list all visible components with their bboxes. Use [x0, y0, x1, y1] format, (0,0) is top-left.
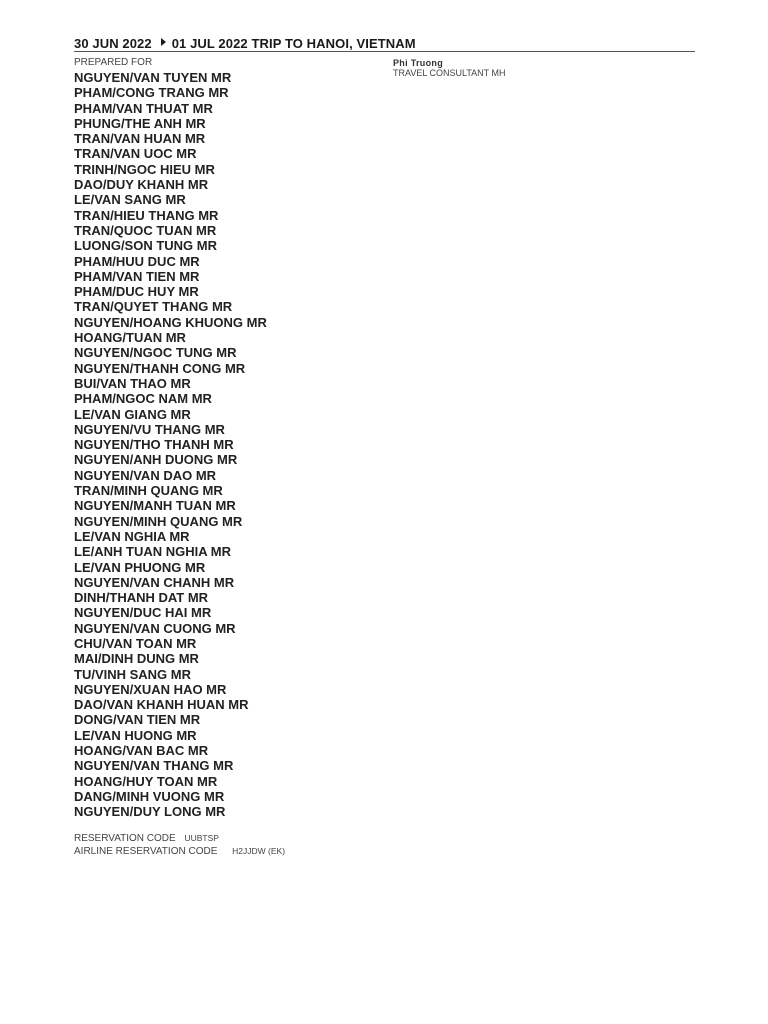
consultant-name: Phi Truong [393, 58, 443, 68]
reservation-code-row [74, 832, 285, 845]
passenger-name: HOANG/TUAN MR [74, 330, 186, 346]
consultant-block [393, 58, 506, 78]
consultant-role: TRAVEL CONSULTANT MH [393, 68, 506, 78]
passenger-name: NGUYEN/ANH DUONG MR [74, 452, 238, 468]
passenger-name: TRAN/VAN HUAN MR [74, 131, 206, 147]
passenger-name: TRAN/HIEU THANG MR [74, 207, 219, 223]
passenger-name: NGUYEN/THO THANH MR [74, 437, 234, 453]
passenger-name: TRAN/MINH QUANG MR [74, 483, 223, 499]
passenger-name: NGUYEN/HOANG KHUONG MR [74, 314, 267, 330]
reservation-code-label: RESERVATION CODE [74, 833, 176, 844]
passenger-name: NGUYEN/MINH QUANG MR [74, 513, 243, 529]
passenger-name: NGUYEN/VAN DAO MR [74, 467, 217, 483]
passenger-name: LE/VAN NGHIA MR [74, 528, 190, 544]
passenger-name: HOANG/VAN BAC MR [74, 743, 209, 759]
passenger-name: TRAN/QUYET THANG MR [74, 299, 233, 315]
passenger-name: DINH/THANH DAT MR [74, 590, 209, 606]
passenger-name: CHU/VAN TOAN MR [74, 635, 197, 651]
trip-start-date: 30 JUN 2022 [74, 35, 152, 51]
passenger-name: PHAM/HUU DUC MR [74, 253, 200, 269]
passenger-list [74, 70, 267, 820]
arrow-right-icon [161, 38, 166, 46]
passenger-name: LE/VAN PHUONG MR [74, 559, 206, 575]
passenger-name: PHAM/NGOC NAM MR [74, 391, 212, 407]
passenger-name: NGUYEN/VAN TUYEN MR [74, 70, 232, 85]
passenger-name: NGUYEN/THANH CONG MR [74, 360, 246, 376]
passenger-name: PHAM/CONG TRANG MR [74, 85, 229, 101]
passenger-name: LE/VAN HUONG MR [74, 727, 197, 743]
passenger-name: PHAM/DUC HUY MR [74, 284, 199, 300]
passenger-name: LE/VAN SANG MR [74, 192, 186, 208]
passenger-name: NGUYEN/DUC HAI MR [74, 605, 212, 621]
passenger-name: LE/VAN GIANG MR [74, 406, 191, 422]
passenger-name: NGUYEN/VAN CUONG MR [74, 620, 236, 636]
passenger-name: NGUYEN/VAN CHANH MR [74, 574, 235, 590]
trip-title: 01 JUL 2022 TRIP TO HANOI, VIETNAM [171, 35, 416, 51]
passenger-name: DAO/DUY KHANH MR [74, 177, 209, 193]
passenger-name: MAI/DINH DUNG MR [74, 651, 199, 667]
passenger-name: PHUNG/THE ANH MR [74, 115, 206, 131]
passenger-name: PHAM/VAN TIEN MR [74, 268, 200, 284]
passenger-name: NGUYEN/NGOC TUNG MR [74, 345, 237, 361]
passenger-name: NGUYEN/MANH TUAN MR [74, 498, 236, 514]
passenger-name: PHAM/VAN THUAT MR [74, 100, 213, 116]
passenger-name: NGUYEN/VU THANG MR [74, 421, 225, 437]
reservation-codes [74, 832, 285, 858]
passenger-name: TRINH/NGOC HIEU MR [74, 161, 215, 177]
prepared-for-label: PREPARED FOR [74, 57, 153, 68]
passenger-name: NGUYEN/XUAN HAO MR [74, 681, 227, 697]
passenger-name: NGUYEN/DUY LONG MR [74, 804, 226, 820]
trip-header [74, 35, 695, 52]
passenger-name: TRAN/QUOC TUAN MR [74, 222, 217, 238]
passenger-name: TRAN/VAN UOC MR [74, 146, 197, 162]
reservation-code-value: UUBTSP [184, 833, 219, 843]
passenger-name: LE/ANH TUAN NGHIA MR [74, 544, 231, 560]
passenger-name: BUI/VAN THAO MR [74, 375, 191, 391]
airline-reservation-code-row [74, 845, 285, 858]
passenger-name: NGUYEN/VAN THANG MR [74, 758, 234, 774]
passenger-name: DAO/VAN KHANH HUAN MR [74, 697, 249, 713]
passenger-name: LUONG/SON TUNG MR [74, 238, 217, 254]
passenger-name: TU/VINH SANG MR [74, 666, 191, 682]
airline-reservation-code-label: AIRLINE RESERVATION CODE [74, 846, 218, 857]
passenger-name: DANG/MINH VUONG MR [74, 788, 225, 804]
airline-reservation-code-value: H2JJDW (EK) [232, 846, 286, 856]
passenger-name: HOANG/HUY TOAN MR [74, 773, 218, 789]
passenger-name: DONG/VAN TIEN MR [74, 712, 201, 728]
